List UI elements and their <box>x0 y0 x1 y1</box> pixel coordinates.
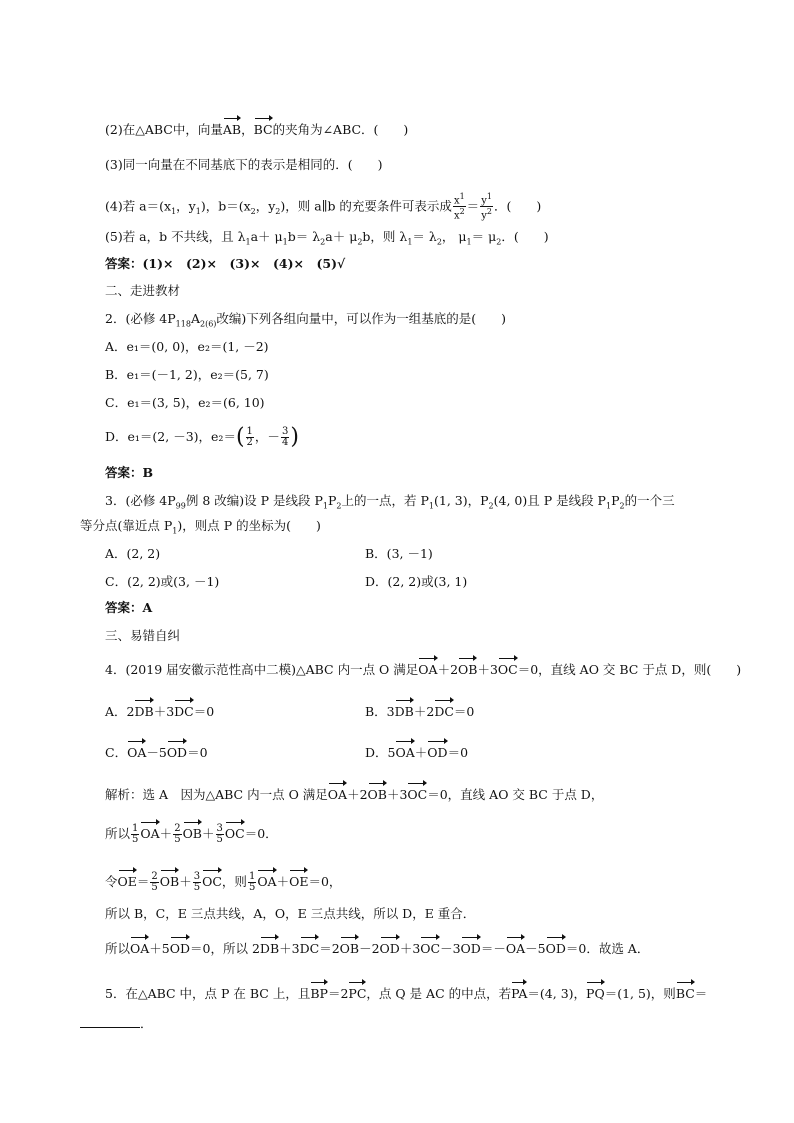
answer-blank[interactable] <box>80 1017 140 1028</box>
paren-left: ( <box>235 424 245 450</box>
problem-3-option-a: A．(2, 2) <box>105 546 161 561</box>
problem-2-answer: 答案：B <box>105 465 154 480</box>
problem-4-option-d: D．5OA＋OD＝0 <box>365 745 469 760</box>
problem-3-option-c: C．(2, 2)或(3, －1) <box>105 574 220 589</box>
problem-4-option-c: C．OA－5OD＝0 <box>105 745 208 760</box>
fraction-y: $\frac{y^1}{y^2}$ <box>481 192 492 222</box>
section-heading-2: 二、走进教材 <box>105 283 181 298</box>
problem-5-blank[interactable]: ． <box>80 1016 153 1032</box>
fraction-x: $\frac{x^1}{x^2}$ <box>453 192 465 222</box>
problem-3-option-d: D．(2, 2)或(3, 1) <box>365 574 468 589</box>
problem-4-stem: 4．(2019 届安徽示范性高中二模)△ABC 内一点 O 满足OA＋2OB＋3OC＝0，直线 AO 交 BC 于点 D，则( ) <box>105 662 742 677</box>
problem-3-stem-line2: 等分点(靠近点 $P_1$)，则点 P 的坐标为( ) <box>80 518 321 536</box>
vector-ab: AB <box>222 122 242 137</box>
vector-bc: BC <box>253 122 273 137</box>
solution-line-5: 所以OA＋5OD＝0，所以 2DB＋3DC＝2OB－2OD＋3OC－3OD＝－OA－5OD＝0．故选 A． <box>105 941 650 956</box>
problem-4-option-a: A．2DB＋3DC＝0 <box>105 704 215 719</box>
solution-line-3: 令OE＝ $\frac{2}{5}$ OB＋ $\frac{3}{5}$ OC，则 $\frac{1}{5}$ OA＋OE＝0， <box>105 871 342 893</box>
judge-item-3: (3)同一向量在不同基底下的表示是相同的．( ) <box>105 157 383 172</box>
problem-5-stem: 5．在△ABC 中，点 P 在 BC 上，且BP＝2PC，点 Q 是 AC 的中点，若PA＝(4, 3)，PQ＝(1, 5)，则BC＝ <box>105 986 708 1001</box>
problem-4-option-b: B．3DB＋2DC＝0 <box>365 704 475 719</box>
paren-right: ) <box>290 424 299 450</box>
problem-3-answer: 答案：A <box>105 600 153 615</box>
problem-2-option-a: A．e₁＝(0, 0)，e₂＝(1, －2) <box>105 339 269 354</box>
judge-item-4: (4)若 $a=(x_1$，$y_1$)，$b=(x_2$，$y_2$)，则 a∥b 的充要条件可表示成 $\frac{x^1}{x^2}$ ＝ $\frac{y^1}{y^2}$ ．( ) <box>105 192 542 222</box>
solution-line-1: 解析：选 A 因为△ABC 内一点 O 满足OA＋2OB＋3OC＝0，直线 AO 交 BC 于点 D， <box>105 787 604 802</box>
judge-item-2: (2)在△ABC中，向量AB，BC的夹角为∠ABC．( ) <box>105 122 409 137</box>
problem-2-stem: 2．(必修 $4P_{118}A_{2(6)}$改编)下列各组向量中，可以作为一组基底的是( ) <box>105 311 507 329</box>
solution-line-2: 所以 $\frac{1}{5}$ OA＋ $\frac{2}{5}$ OB＋ $\frac{3}{5}$ OC＝0． <box>105 823 278 845</box>
problem-2-option-d: D．e₁＝(2, －3)，e₂＝( $\frac{1}{2}$ ，－ $\frac{3}{4}$ ) <box>105 424 299 450</box>
judge-answer: 答案：(1)× (2)× (3)× (4)× (5)√ <box>105 256 346 271</box>
solution-line-4: 所以 B，C，E 三点共线，A，O，E 三点共线，所以 D，E 重合． <box>105 906 476 921</box>
problem-2-option-c: C．e₁＝(3, 5)，e₂＝(6, 10) <box>105 395 265 410</box>
fraction-three-quarters: $\frac{3}{4}$ <box>281 426 289 448</box>
problem-3-stem-line1: 3．(必修 $4P_{99}$例 8 改编)设 P 是线段 $P_1P_2$上的一点，若 $P_1(1$, 3)，$P_2(4$, 0)且 P 是线段 $P_1P_2$的一个三 <box>105 493 675 511</box>
fraction-half: $\frac{1}{2}$ <box>246 426 253 448</box>
judge-item-5: (5)若 a，b 不共线，且 $\lambda_1a+ \mu_1b= \lambda_2a+ \mu_2b$，则 $\lambda_1= \lambda_2$， $\mu_1= \mu_2$．( ) <box>105 229 549 247</box>
problem-2-option-b: B．e₁＝(－1, 2)，e₂＝(5, 7) <box>105 367 269 382</box>
problem-3-option-b: B．(3, －1) <box>365 546 433 561</box>
section-heading-3: 三、易错自纠 <box>105 628 181 643</box>
